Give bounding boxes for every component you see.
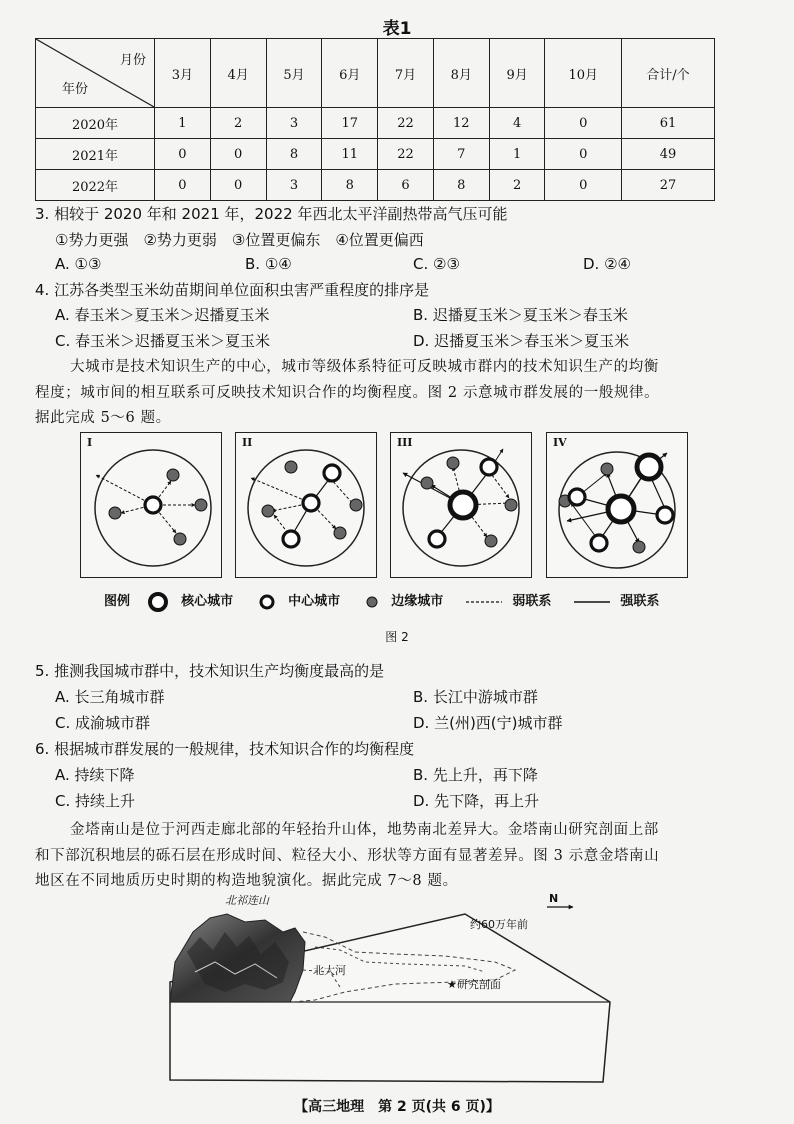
question-6-option-a: A. 持续下降 <box>55 766 135 784</box>
city-network-diagram <box>81 433 221 577</box>
question-3-items: ①势力更强 ②势力更弱 ③位置更偏东 ④位置更偏西 <box>55 231 424 249</box>
panel-label: II <box>242 436 253 449</box>
row-year: 2020年 <box>36 108 155 139</box>
question-4-option-d: D. 迟播夏玉米＞春玉米＞夏玉米 <box>413 332 630 350</box>
table-cell: 0 <box>155 139 211 170</box>
table-cell: 7 <box>433 139 489 170</box>
figure-2-legend <box>104 590 659 612</box>
question-6-option-c: C. 持续上升 <box>55 792 136 810</box>
table-cell: 8 <box>266 139 322 170</box>
table-cell: 8 <box>322 170 378 201</box>
question-6-stem: 6. 根据城市群发展的一般规律，技术知识合作的均衡程度 <box>35 740 415 758</box>
terrain-block-diagram <box>165 892 625 1084</box>
legend-strong-link: 强联系 <box>620 594 660 609</box>
figure-3 <box>165 892 625 1084</box>
row-year: 2021年 <box>36 139 155 170</box>
column-header: 9月 <box>489 39 545 108</box>
passage-3-line: 地区在不同地质历史时期的构造地貌演化。据此完成 7～8 题。 <box>35 873 458 889</box>
question-3-option-b: B. ①④ <box>245 255 292 273</box>
table-cell: 22 <box>378 139 434 170</box>
column-header: 7月 <box>378 39 434 108</box>
mountain-label: 北祁连山 <box>225 894 269 907</box>
table-cell: 0 <box>545 108 622 139</box>
table-cell: 2 <box>210 108 266 139</box>
panel-label: I <box>87 436 93 449</box>
question-5-option-a: A. 长三角城市群 <box>55 688 165 706</box>
legend-edge-city: 边缘城市 <box>391 594 444 609</box>
city-network-diagram <box>391 433 531 577</box>
passage-2-line: 大城市是技术知识生产的中心，城市等级体系特征可反映城市群内的技术知识生产的均衡 <box>70 359 659 375</box>
page-footer: 【高三地理 第 2 页(共 6 页)】 <box>294 1099 500 1115</box>
column-header: 10月 <box>545 39 622 108</box>
panel-label: III <box>397 436 413 449</box>
core-city-icon <box>143 592 173 612</box>
figure-2-caption: 图 2 <box>385 630 409 644</box>
edge-city-icon <box>361 592 383 612</box>
column-header: 3月 <box>155 39 211 108</box>
weak-link-icon <box>464 592 504 612</box>
city-network-diagram <box>236 433 376 577</box>
table-cell: 3 <box>266 170 322 201</box>
question-4-stem: 4. 江苏各类型玉米幼苗期间单位面积虫害严重程度的排序是 <box>35 281 430 299</box>
data-table <box>35 38 715 201</box>
question-5-option-b: B. 长江中游城市群 <box>413 688 538 706</box>
header-row-label: 月份 <box>119 53 146 68</box>
table-cell: 0 <box>210 139 266 170</box>
figure-2-panel-4 <box>546 432 688 578</box>
header-col-label: 年份 <box>62 82 89 97</box>
table-cell: 0 <box>155 170 211 201</box>
question-3-option-d: D. ②④ <box>583 255 631 273</box>
diagonal-header-cell <box>36 39 155 108</box>
north-label: N <box>549 892 559 905</box>
table-cell: 8 <box>433 170 489 201</box>
figure-2 <box>80 432 688 578</box>
passage-3-line: 和下部沉积地层的砾石层在形成时间、粒径大小、形状等方面有显著差异。图 3 示意金塔南山 <box>35 848 660 864</box>
column-header: 5月 <box>266 39 322 108</box>
legend-core-city: 核心城市 <box>181 594 234 609</box>
column-header: 4月 <box>210 39 266 108</box>
question-5-stem: 5. 推测我国城市群中，技术知识生产均衡度最高的是 <box>35 662 385 680</box>
table-cell: 12 <box>433 108 489 139</box>
question-6-option-b: B. 先上升，再下降 <box>413 766 538 784</box>
question-5-option-d: D. 兰(州)西(宁)城市群 <box>413 714 563 732</box>
column-header: 合计/个 <box>622 39 715 108</box>
column-header: 6月 <box>322 39 378 108</box>
table-cell: 2 <box>489 170 545 201</box>
question-6-option-d: D. 先下降，再上升 <box>413 792 540 810</box>
figure-2-panel-1 <box>80 432 222 578</box>
row-year: 2022年 <box>36 170 155 201</box>
table-title: 表1 <box>382 19 412 39</box>
question-5-option-c: C. 成渝城市群 <box>55 714 151 732</box>
table-cell: 1 <box>155 108 211 139</box>
table-cell: 11 <box>322 139 378 170</box>
table-cell: 0 <box>210 170 266 201</box>
question-4-option-c: C. 春玉米＞迟播夏玉米＞夏玉米 <box>55 332 271 350</box>
passage-2-line: 据此完成 5～6 题。 <box>35 410 171 426</box>
passage-2-line: 程度；城市间的相互联系可反映技术知识合作的均衡程度。图 2 示意城市群发展的一般规律。 <box>35 385 660 401</box>
panel-label: IV <box>553 436 567 449</box>
figure-2-panel-2 <box>235 432 377 578</box>
legend-weak-link: 弱联系 <box>512 594 552 609</box>
table-cell: 4 <box>489 108 545 139</box>
table-cell: 0 <box>545 170 622 201</box>
question-3-stem: 3. 相较于 2020 年和 2021 年，2022 年西北太平洋副热带高气压可能 <box>35 205 508 223</box>
table-cell: 17 <box>322 108 378 139</box>
table-cell: 1 <box>489 139 545 170</box>
question-4-option-b: B. 迟播夏玉米＞夏玉米＞春玉米 <box>413 306 628 324</box>
passage-3-line: 金塔南山是位于河西走廊北部的年轻抬升山体，地势南北差异大。金塔南山研究剖面上部 <box>70 822 659 838</box>
question-4-option-a: A. 春玉米＞夏玉米＞迟播夏玉米 <box>55 306 270 324</box>
table-cell: 6 <box>378 170 434 201</box>
table-cell: 22 <box>378 108 434 139</box>
river-label: 北大河 <box>313 964 346 977</box>
figure-2-panel-3 <box>390 432 532 578</box>
city-network-diagram <box>547 433 687 577</box>
time-label: 约60万年前 <box>470 918 528 931</box>
center-city-icon <box>254 592 280 612</box>
table-cell: 27 <box>622 170 715 201</box>
question-3-option-a: A. ①③ <box>55 255 102 273</box>
table-row <box>36 170 715 201</box>
table-cell: 49 <box>622 139 715 170</box>
table-header-row <box>36 39 715 108</box>
question-3-option-c: C. ②③ <box>413 255 460 273</box>
profile-label: ★研究剖面 <box>447 978 501 991</box>
table-cell: 61 <box>622 108 715 139</box>
strong-link-icon <box>572 592 612 612</box>
table-cell: 0 <box>545 139 622 170</box>
legend-center-city: 中心城市 <box>288 594 341 609</box>
table-row <box>36 139 715 170</box>
table-cell: 3 <box>266 108 322 139</box>
table-row <box>36 108 715 139</box>
legend-title: 图例 <box>104 594 131 609</box>
column-header: 8月 <box>433 39 489 108</box>
